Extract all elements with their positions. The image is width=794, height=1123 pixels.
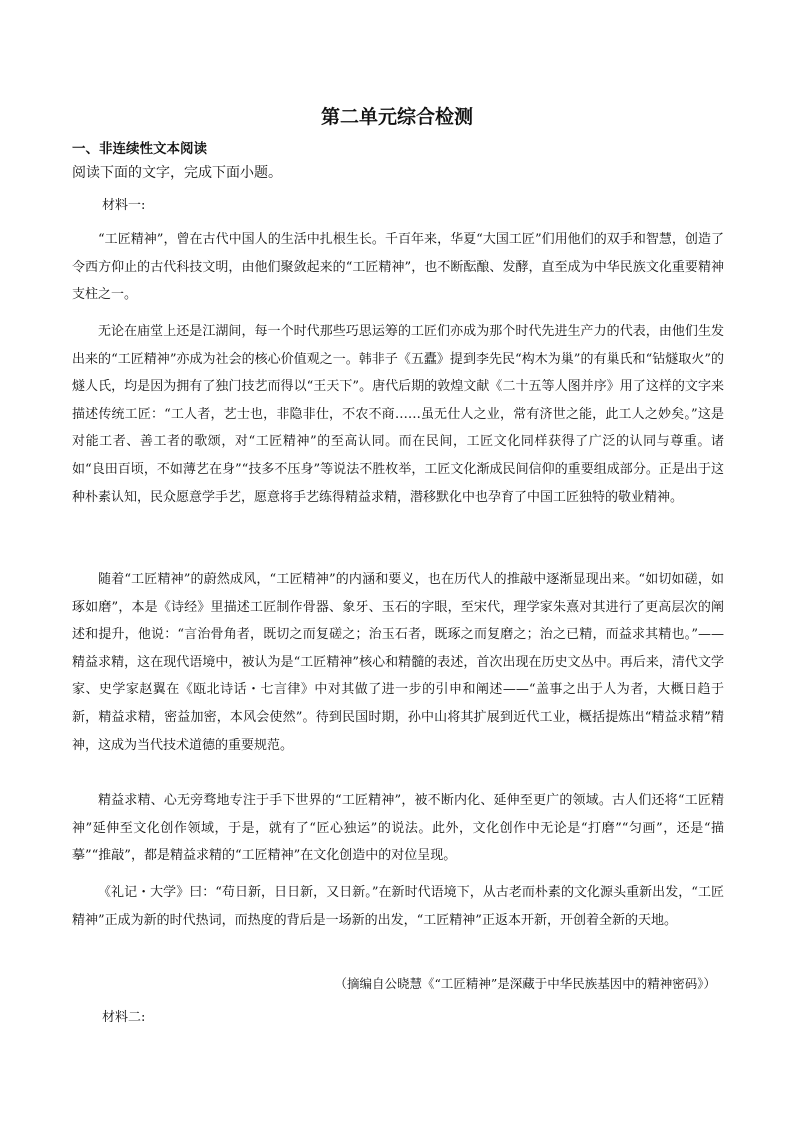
paragraph-5: 《礼记・大学》曰：“苟日新，日日新，又日新。”在新时代语境下，从古老而朴素的文化源头重新出发，“工匠精神”正成为新的时代热词，而热度的背后是一场新的出发，“工匠精神”正返本开新，开创着全新的天地。 bbox=[72, 885, 724, 928]
paragraph-3: 随着“工匠精神”的蔚然成风，“工匠精神”的内涵和要义，也在历代人的推敲中逐渐显现出来。“如切如磋，如琢如磨”，本是《诗经》里描述工匠制作骨器、象牙、玉石的字眼，至宋代，理学家朱熹对其进行了更高层次的阐述和提升，他说：“言治骨角者，既切之而复磋之；治玉石者，既琢之而复磨之；治之已精，而益求其精也。”——精益求精，这在现代语境中，被认为是“工匠精神”核心和精髓的表述，首次出现在历史文丛中。再后来，清代文学家、史学家赵翼在《瓯北诗话・七言律》中对其做了进一步的引申和阐述——“盖事之出于人为者，大概日趋于新，精益求精，密益加密，本风会使然”。待到民国时期，孙中山将其扩展到近代工业，概括提炼出“精益求精”精神，这成为当代技术道德的重要规范。 bbox=[72, 572, 724, 753]
paragraph-2: 无论在庙堂上还是江湖间，每一个时代那些巧思运筹的工匠们亦成为那个时代先进生产力的代表，由他们生发出来的“工匠精神”亦成为社会的核心价值观之一。韩非子《五蠹》提到李先民“构木为巢”的有巢氏和“钻燧取火”的燧人氏，均是因为拥有了独门技艺而得以“王天下”。唐代后期的敦煌文献《二十五等人图并序》用了这样的文字来描述传统工匠：“工人者，艺士也，非隐非仕，不农不商……虽无仕人之业，常有济世之能，此工人之妙矣。”这是对能工者、善工者的歌颂，对“工匠精神”的至高认同。而在民间，工匠文化同样获得了广泛的认同与尊重。诸如“良田百顷，不如薄艺在身”“技多不压身”等说法不胜枚举，工匠文化渐成民间信仰的重要组成部分。正是出于这种朴素认知，民众愿意学手艺，愿意将手艺练得精益求精，潜移默化中也孕育了中国工匠独特的敬业精神。 bbox=[72, 324, 724, 505]
material-2-label: 材料二: bbox=[102, 1010, 146, 1025]
section-heading: 一、非连续性文本阅读 bbox=[72, 141, 207, 157]
page-title: 第二单元综合检测 bbox=[320, 106, 473, 128]
paragraph-4: 精益求精、心无旁骛地专注于手下世界的“工匠精神”，被不断内化、延伸至更广的领域。古人们还将“工匠精神”延伸至文化创作领域，于是，就有了“匠心独运”的说法。此外，文化创作中无论是“打磨”“匀画”，还是“描摹”“推敲”，都是精益求精的“工匠精神”在文化创造中的对位呈现。 bbox=[72, 793, 724, 864]
instruction-text: 阅读下面的文字，完成下面小题。 bbox=[72, 165, 282, 181]
paragraph-1: “工匠精神”，曾在古代中国人的生活中扎根生长。千百年来，华夏“大国工匠”们用他们的双手和智慧，创造了令西方仰止的古代科技文明，由他们聚敛起来的“工匠精神”，也不断酝酿、发酵，直至成为中华民族文化重要精神支柱之一。 bbox=[72, 232, 724, 303]
material-1-label: 材料一: bbox=[102, 198, 146, 213]
source-note: （摘编自公晓慧《“工匠精神”是深藏于中华民族基因中的精神密码》） bbox=[334, 976, 716, 991]
